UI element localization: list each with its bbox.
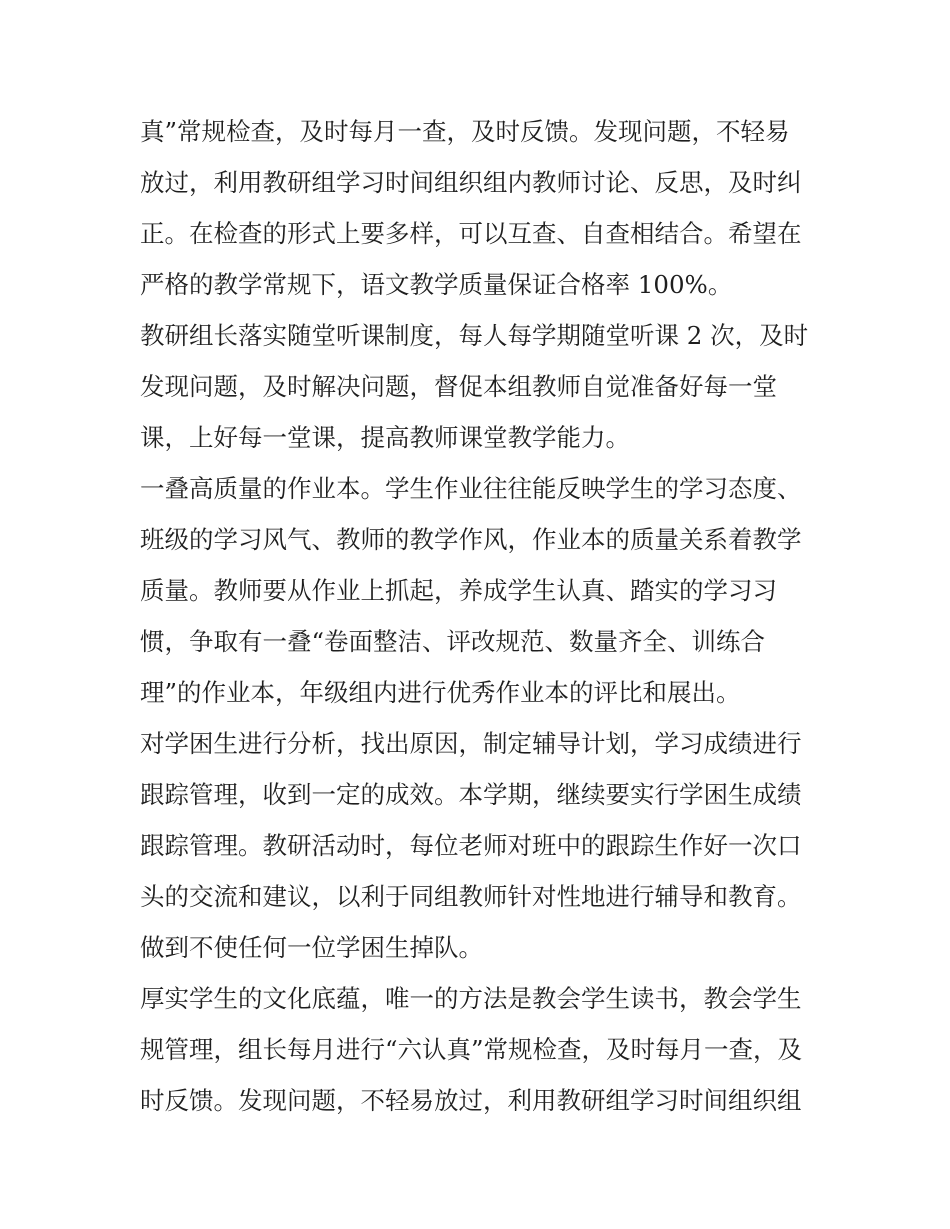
text-line: 时反馈。发现问题，不轻易放过，利用教研组学习时间组织组 xyxy=(140,1086,802,1115)
text-line: 头的交流和建议，以利于同组教师针对性地进行辅导和教育。 xyxy=(140,882,802,911)
text-line: 做到不使任何一位学困生掉队。 xyxy=(140,933,483,962)
text-line: 严格的教学常规下，语文教学质量保证合格率 100%。 xyxy=(140,270,733,299)
text-line: 厚实学生的文化底蕴，唯一的方法是教会学生读书，教会学生 xyxy=(140,984,802,1013)
text-line: 班级的学习风气、教师的教学作风，作业本的质量关系着教学 xyxy=(140,525,802,554)
text-line: 跟踪管理，收到一定的成效。本学期，继续要实行学困生成绩 xyxy=(140,780,802,809)
body-text xyxy=(140,106,820,1126)
text-line: 惯，争取有一叠“卷面整洁、评改规范、数量齐全、训练合 xyxy=(140,627,766,656)
text-line: 教研组长落实随堂听课制度，每人每学期随堂听课 2 次，及时 xyxy=(140,321,809,350)
text-line: 质量。教师要从作业上抓起，养成学生认真、踏实的学习习 xyxy=(140,576,777,605)
text-line: 对学困生进行分析，找出原因，制定辅导计划，学习成绩进行 xyxy=(140,729,802,758)
text-line: 发现问题，及时解决问题，督促本组教师自觉准备好每一堂 xyxy=(140,372,777,401)
text-line: 真”常规检查，及时每月一查，及时反馈。发现问题，不轻易 xyxy=(140,117,790,146)
text-line: 正。在检查的形式上要多样，可以互查、自查相结合。希望在 xyxy=(140,219,802,248)
text-line: 课，上好每一堂课，提高教师课堂教学能力。 xyxy=(140,423,630,452)
text-line: 放过，利用教研组学习时间组织组内教师讨论、反思，及时纠 xyxy=(140,168,802,197)
text-line: 一叠高质量的作业本。学生作业往往能反映学生的学习态度、 xyxy=(140,474,802,503)
text-line: 跟踪管理。教研活动时，每位老师对班中的跟踪生作好一次口 xyxy=(140,831,802,860)
text-line: 理”的作业本，年级组内进行优秀作业本的评比和展出。 xyxy=(140,678,741,707)
text-line: 规管理，组长每月进行“六认真”常规检查，及时每月一查，及 xyxy=(140,1035,803,1064)
